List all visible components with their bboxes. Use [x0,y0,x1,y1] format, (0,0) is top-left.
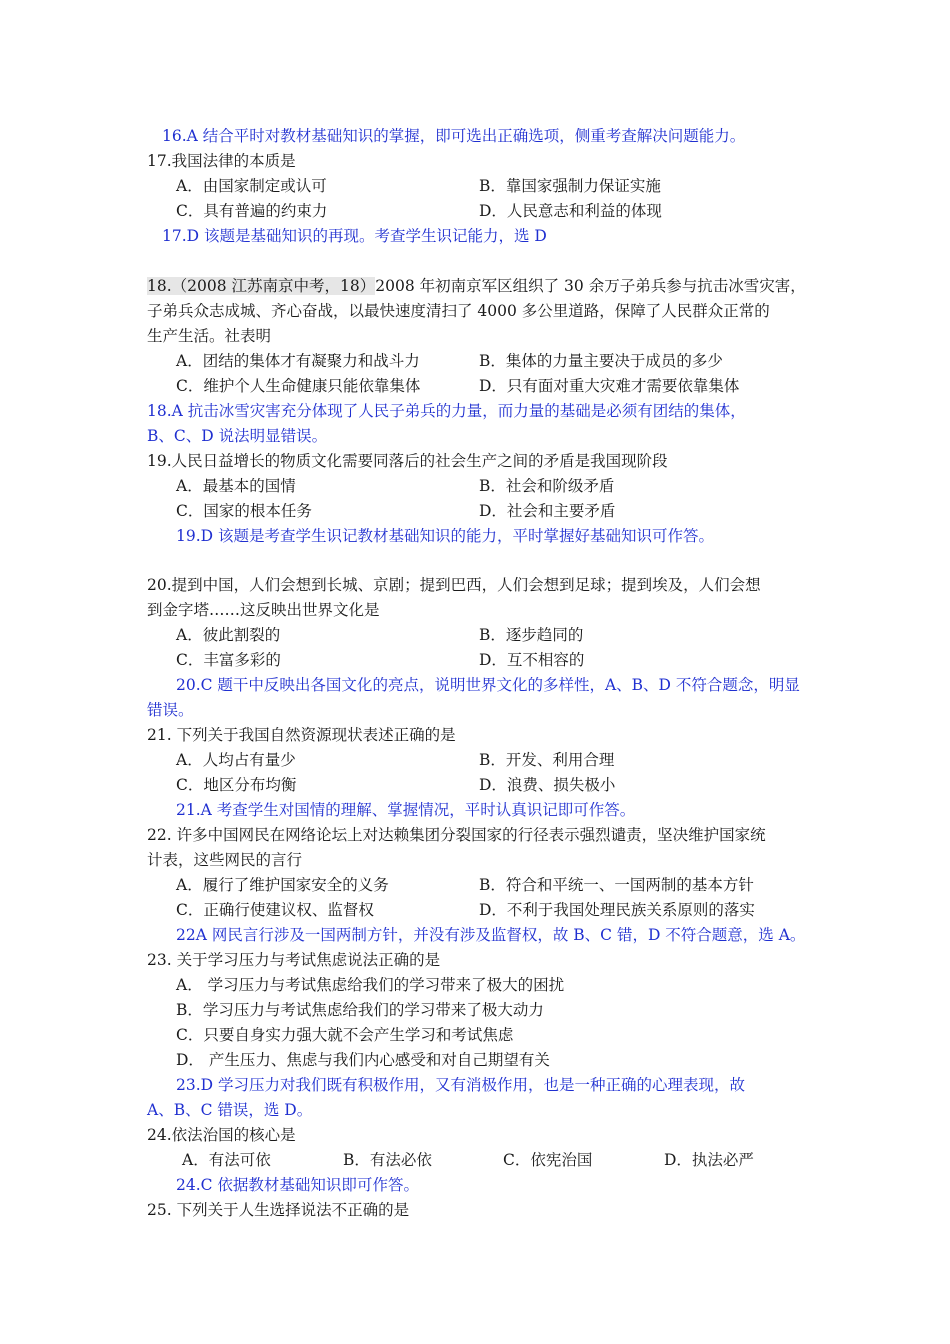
question-21-stem: 21. 下列关于我国自然资源现状表述正确的是 [147,726,456,744]
answer-17: 17.D 该题是基础知识的再现。考查学生识记能力，选 D [162,227,547,245]
question-18-stem-3: 生产生活。社表明 [147,327,272,345]
option-18-c: C．维护个人生命健康只能依靠集体 [176,377,421,395]
question-22-stem-2: 计表，这些网民的言行 [147,851,303,869]
question-20-stem-2: 到金字塔……这反映出世界文化是 [147,601,380,619]
option-20-a: A．彼此割裂的 [176,626,281,644]
option-23-b: B．学习压力与考试焦虑给我们的学习带来了极大动力 [176,1001,544,1019]
question-18-line-1 [147,276,827,296]
option-22-c: C．正确行使建议权、监督权 [176,901,374,919]
option-24-d: D．执法必严 [664,1151,754,1169]
option-22-b: B．符合和平统一、一国两制的基本方针 [479,876,754,894]
option-21-d: D．浪费、损失极小 [479,776,616,794]
option-17-b: B．靠国家强制力保证实施 [479,177,661,195]
answer-24: 24.C 依据教材基础知识即可作答。 [176,1176,419,1194]
option-24-b: B．有法必依 [343,1151,432,1169]
question-18-source: 18.（2008 江苏南京中考，18） [147,277,376,295]
answer-20-line-1: 20.C 题干中反映出各国文化的亮点，说明世界文化的多样性，A、B、D 不符合题念，明显 [176,676,800,694]
option-21-c: C．地区分布均衡 [176,776,297,794]
question-20-stem-1: 20.提到中国，人们会想到长城、京剧；提到巴西，人们会想到足球；提到埃及，人们会想 [147,576,761,594]
option-20-b: B．逐步趋同的 [479,626,584,644]
option-17-d: D．人民意志和利益的体现 [479,202,662,220]
question-22-stem-1: 22. 许多中国网民在网络论坛上对达赖集团分裂国家的行径表示强烈谴责，坚决维护国家统 [147,826,766,844]
question-18-stem-2: 子弟兵众志成城、齐心奋战，以最快速度清扫了 4000 多公里道路，保障了人民群众正常的 [147,302,770,320]
answer-20-line-2: 错误。 [147,701,194,719]
answer-23-line-1: 23.D 学习压力对我们既有积极作用，又有消极作用，也是一种正确的心理表现，故 [176,1076,746,1094]
answer-19: 19.D 该题是考查学生识记教材基础知识的能力，平时掌握好基础知识可作答。 [176,527,715,545]
option-19-c: C．国家的根本任务 [176,502,312,520]
answer-18-line-2: B、C、D 说法明显错误。 [147,427,328,445]
answer-21: 21.A 考查学生对国情的理解、掌握情况，平时认真识记即可作答。 [176,801,636,819]
answer-23-line-2: A、B、C 错误，选 D。 [147,1101,313,1119]
question-19-stem: 19.人民日益增长的物质文化需要同落后的社会生产之间的矛盾是我国现阶段 [147,452,668,470]
option-19-d: D．社会和主要矛盾 [479,502,616,520]
option-24-c: C．依宪治国 [503,1151,593,1169]
option-21-a: A．人均占有量少 [176,751,296,769]
question-24-stem: 24.依法治国的核心是 [147,1126,296,1144]
option-20-c: C．丰富多彩的 [176,651,281,669]
option-18-d: D．只有面对重大灾难才需要依靠集体 [479,377,740,395]
option-24-a: A．有法可依 [182,1151,271,1169]
option-22-d: D．不利于我国处理民族关系原则的落实 [479,901,755,919]
option-17-a: A．由国家制定或认可 [176,177,327,195]
option-19-a: A．最基本的国情 [176,477,296,495]
answer-16: 16.A 结合平时对教材基础知识的掌握，即可选出正确选项，侧重考查解决问题能力。 [162,127,746,145]
option-23-d: D． 产生压力、焦虑与我们内心感受和对自己期望有关 [176,1051,550,1069]
answer-18-line-1: 18.A 抗击冰雪灾害充分体现了人民子弟兵的力量，而力量的基础是必须有团结的集体， [147,402,746,420]
option-22-a: A．履行了维护国家安全的义务 [176,876,389,894]
option-18-a: A．团结的集体才有凝聚力和战斗力 [176,352,420,370]
option-21-b: B．开发、利用合理 [479,751,615,769]
option-17-c: C．具有普遍的约束力 [176,202,328,220]
question-23-stem: 23. 关于学习压力与考试焦虑说法正确的是 [147,951,441,969]
option-23-c: C．只要自身实力强大就不会产生学习和考试焦虑 [176,1026,514,1044]
option-18-b: B．集体的力量主要决于成员的多少 [479,352,723,370]
option-19-b: B．社会和阶级矛盾 [479,477,615,495]
question-17-stem: 17.我国法律的本质是 [147,152,296,170]
answer-22: 22A 网民言行涉及一国两制方针，并没有涉及监督权，故 B、C 错，D 不符合题意，选 A。 [176,926,806,944]
question-18-stem-1: 2008 年初南京军区组织了 30 余万子弟兵参与抗击冰雪灾害， [375,277,806,295]
option-20-d: D．互不相容的 [479,651,585,669]
option-23-a: A． 学习压力与考试焦虑给我们的学习带来了极大的困扰 [176,976,565,994]
question-25-stem: 25. 下列关于人生选择说法不正确的是 [147,1201,410,1219]
